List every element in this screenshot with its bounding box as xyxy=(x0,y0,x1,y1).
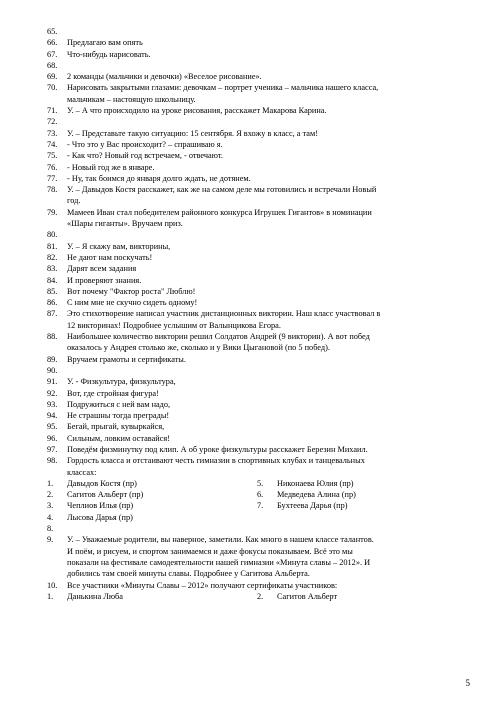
list-number: 89. xyxy=(47,354,58,364)
list-number: 70. xyxy=(47,83,58,93)
list-item xyxy=(47,229,467,240)
list-item xyxy=(47,568,467,579)
list-item xyxy=(47,162,467,173)
list-number: 91. xyxy=(47,377,58,387)
list-number: 93. xyxy=(47,399,58,409)
list-text: Гордость класса и отстаивают честь гимназии в спортивных клубах и танцевальных xyxy=(67,456,365,466)
list-number: 78. xyxy=(47,185,58,195)
list-text: Сильным, ловким оставайся! xyxy=(67,433,170,443)
list-number: 87. xyxy=(47,309,58,319)
list-item xyxy=(47,26,467,37)
list-text: - Ну, так боимся до января долго ждать, не дотянем. xyxy=(67,173,251,183)
list-number: 9. xyxy=(47,535,54,545)
list-text: - Новый год же в январе. xyxy=(67,162,155,172)
list-text: Вот почему "Фактор роста" Люблю! xyxy=(67,286,196,296)
list-text: У. – А что происходило на уроке рисования, расскажет Макарова Карина. xyxy=(67,106,327,116)
list-text: год. xyxy=(67,196,81,206)
list-text: Вот, где стройная фигура! xyxy=(67,388,159,398)
list-item xyxy=(47,342,467,353)
list-item xyxy=(47,410,467,421)
list-item xyxy=(47,399,467,410)
list-text: Сагитов Альберт xyxy=(277,591,338,601)
list-cell xyxy=(47,512,257,523)
list-number: 3. xyxy=(47,501,54,511)
list-item xyxy=(47,557,467,568)
list-number: 83. xyxy=(47,264,58,274)
list-number: 79. xyxy=(47,207,58,217)
list-text xyxy=(67,26,467,37)
list-number: 1. xyxy=(47,591,54,601)
list-text: - Что это у Вас происходит? – спрашиваю я. xyxy=(67,139,223,149)
list-item xyxy=(47,365,467,376)
list-number: 86. xyxy=(47,298,58,308)
list-text: Лысова Дарья (пр) xyxy=(67,512,133,522)
list-text: У. - Физкультура, физкультура, xyxy=(67,377,176,387)
list-number: 94. xyxy=(47,411,58,421)
list-item xyxy=(47,546,467,557)
list-number: 4. xyxy=(47,512,54,522)
list-item xyxy=(47,128,467,139)
list-text: - Как что? Новый год встречаем, - отвечают. xyxy=(67,151,223,161)
list-cell xyxy=(47,489,257,500)
list-number: 98. xyxy=(47,456,58,466)
list-cell xyxy=(47,591,257,602)
list-number: 85. xyxy=(47,286,58,296)
list-item xyxy=(47,580,467,591)
list-number: 95. xyxy=(47,422,58,432)
list-number: 69. xyxy=(47,72,58,82)
list-text: И поём, и рисуем, и спортом занимаемся и даже фокусы показываем. Всё это мы xyxy=(67,546,353,556)
list-text: «Шары гиганты». Вручаем приз. xyxy=(67,219,183,229)
list-item xyxy=(47,275,467,286)
list-item xyxy=(47,252,467,263)
list-text xyxy=(67,60,467,71)
list-item xyxy=(47,467,467,478)
list-text: Бегай, прыгай, кувыркайся, xyxy=(67,422,165,432)
list-item xyxy=(47,308,467,319)
list-item xyxy=(47,207,467,218)
list-item xyxy=(47,37,467,48)
list-item xyxy=(47,354,467,365)
list-text: Что-нибудь нарисовать. xyxy=(67,49,151,59)
list-item xyxy=(47,173,467,184)
list-text: Данькина Люба xyxy=(67,591,123,601)
list-item xyxy=(47,421,467,432)
list-number: 81. xyxy=(47,241,58,251)
list-text: мальчикам – настоящую школьницу. xyxy=(67,94,196,104)
list-item xyxy=(47,297,467,308)
list-number: 76. xyxy=(47,162,58,172)
list-text: Сагитов Альберт (пр) xyxy=(67,490,144,500)
list-number: 75. xyxy=(47,151,58,161)
list-text: классах: xyxy=(67,467,97,477)
list-number: 1. xyxy=(47,478,54,488)
list-item xyxy=(47,82,467,93)
list-item xyxy=(47,286,467,297)
list-number: 92. xyxy=(47,388,58,398)
list-item xyxy=(47,139,467,150)
list-number: 68. xyxy=(47,60,58,70)
list-number: 6. xyxy=(257,490,264,500)
list-number: 90. xyxy=(47,365,58,375)
list-number: 77. xyxy=(47,173,58,183)
list-item xyxy=(47,455,467,466)
list-text: Это стихотворение написал участник дистанционных викторин. Наш класс участвовал в xyxy=(67,309,381,319)
list-text: Предлагаю вам опять xyxy=(67,38,143,48)
list-number: 66. xyxy=(47,38,58,48)
list-text: Подружиться с ней вам надо, xyxy=(67,399,171,409)
list-text: Чеплиов Илья (пр) xyxy=(67,501,134,511)
list-text: Мамеев Иван стал победителем районного конкурса Игрушек Гигантов» в номинации xyxy=(67,207,372,217)
list-text: Вручаем грамоты и сертификаты. xyxy=(67,354,186,364)
list-text: Не дают нам поскучать! xyxy=(67,252,153,262)
list-number: 5. xyxy=(257,478,264,488)
list-cell xyxy=(257,478,467,489)
list-item xyxy=(47,195,467,206)
list-item xyxy=(47,150,467,161)
list-cell xyxy=(47,478,257,489)
list-item xyxy=(47,523,467,534)
two-column-row xyxy=(47,500,467,511)
list-item xyxy=(47,376,467,387)
list-number: 8. xyxy=(47,524,54,534)
list-number: 84. xyxy=(47,275,58,285)
list-item xyxy=(47,105,467,116)
list-item xyxy=(47,241,467,252)
list-number: 72. xyxy=(47,117,58,127)
list-text: У. – Представьте такую ситуацию: 15 сентября. Я вхожу в класс, а там! xyxy=(67,128,318,138)
two-column-row xyxy=(47,512,467,523)
list-text xyxy=(67,365,467,376)
list-number: 74. xyxy=(47,139,58,149)
two-column-row xyxy=(47,489,467,500)
list-text: Медведева Алина (пр) xyxy=(277,490,356,500)
list-cell xyxy=(257,489,467,500)
list-number: 88. xyxy=(47,332,58,342)
list-text: У. – Уважаемые родители, вы наверное, заметили. Как много в нашем классе талантов. xyxy=(67,535,374,545)
list-text: 12 викторинах! Подробнее услышим от Валынцикова Егора. xyxy=(67,320,281,330)
list-text: И проверяют знания. xyxy=(67,275,142,285)
list-item xyxy=(47,60,467,71)
list-text: Все участники «Минуты Славы – 2012» получают сертификаты участников: xyxy=(67,580,338,590)
list-text: У. – Давыдов Костя расскажет, как же на самом деле мы готовились и встречали Новый xyxy=(67,185,377,195)
list-number: 7. xyxy=(257,501,264,511)
list-text: Бухтеева Дарья (пр) xyxy=(277,501,348,511)
list-text: У. – Я скажу вам, викторины, xyxy=(67,241,171,251)
list-text xyxy=(67,116,467,127)
list-text: показали на фестивале самодеятельности нашей гимназии «Минута славы – 2012». И xyxy=(67,557,371,567)
list-item xyxy=(47,263,467,274)
list-item xyxy=(47,331,467,342)
list-cell xyxy=(257,512,467,523)
list-cell xyxy=(257,500,467,511)
list-text: 2 команды (мальчики и девочки) «Веселое рисование». xyxy=(67,72,262,82)
list-number: 80. xyxy=(47,230,58,240)
list-number: 82. xyxy=(47,252,58,262)
list-item xyxy=(47,433,467,444)
list-number: 2. xyxy=(47,490,54,500)
list-item xyxy=(47,184,467,195)
list-text: добились там своей минуты славы. Подробнее у Сагитова Альберта. xyxy=(67,569,310,579)
list-item xyxy=(47,388,467,399)
two-column-row xyxy=(47,478,467,489)
list-item xyxy=(47,116,467,127)
list-text xyxy=(67,523,467,534)
list-text: Нарисовать закрытыми глазами: девочкам – портрет ученика – мальчика нашего класса, xyxy=(67,83,379,93)
list-number: 71. xyxy=(47,106,58,116)
list-text: Давыдов Костя (пр) xyxy=(67,478,137,488)
list-item xyxy=(47,320,467,331)
list-text: оказалось у Андрея столько же, сколько и у Вики Цыгановой (по 5 побед). xyxy=(67,343,330,353)
list-text: Дарят всем задания xyxy=(67,264,137,274)
list-text: Наибольшее количество викторин решил Солдатов Андрей (9 викторин). А вот побед xyxy=(67,332,370,342)
list-number: 96. xyxy=(47,433,58,443)
list-cell xyxy=(257,591,467,602)
list-item xyxy=(47,218,467,229)
list-number: 65. xyxy=(47,27,58,36)
list-item xyxy=(47,49,467,60)
list-text: Никонаева Юлия (пр) xyxy=(277,478,354,488)
list-text: Не страшны тогда преграды! xyxy=(67,411,170,421)
list-item xyxy=(47,534,467,545)
list-text xyxy=(67,229,467,240)
list-number: 73. xyxy=(47,128,58,138)
list-item xyxy=(47,71,467,82)
list-cell xyxy=(47,500,257,511)
list-text: С ним мне не скучно сидеть одному! xyxy=(67,298,198,308)
list-number: 97. xyxy=(47,444,58,454)
list-item xyxy=(47,94,467,105)
list-number: 2. xyxy=(257,591,264,601)
list-number: 10. xyxy=(47,580,58,590)
list-text: Поведём физминутку под клип. А об уроке физкультуры расскажет Березин Михаил. xyxy=(67,444,368,454)
two-column-row xyxy=(47,591,467,602)
page-number: 5 xyxy=(465,678,470,688)
list-number: 67. xyxy=(47,49,58,59)
list-item xyxy=(47,444,467,455)
document-body xyxy=(47,26,467,602)
